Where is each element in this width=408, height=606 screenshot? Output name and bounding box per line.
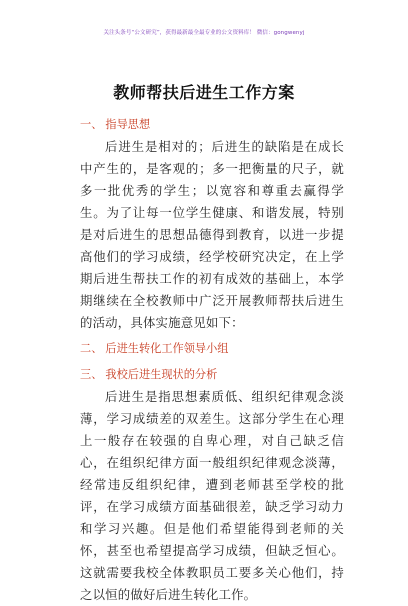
section-heading	[80, 114, 344, 136]
section-heading-label: 我校后进生现状的分析	[105, 368, 218, 381]
section-number: 三、	[80, 368, 103, 381]
section-heading	[80, 364, 344, 386]
document-title: 教师帮扶后进生工作方案	[113, 83, 295, 102]
section-heading	[80, 338, 344, 360]
section-number: 一、	[80, 118, 103, 131]
document-body	[80, 110, 344, 606]
paragraph: 后进生是指思想素质低、组织纪律观念淡薄，学习成绩差的双差生。这部分学生在心理上一般存在较强的自卑心理，对自己缺乏信心，在组织纪律方面一般组织纪律观念淡薄，经常违反组织纪律，遭到老师甚至学校的批评，在学习成绩方面基础很差，缺乏学习动力和学习兴趣。但是他们希望能得到老师的关怀，甚至也希望提高学习成绩，但缺乏恒心。这就需要我校全体教职员工要多关心他们，持之以恒的做好后进生转化工作。	[80, 389, 344, 602]
section-number: 二、	[80, 342, 103, 355]
paragraph: 后进生是相对的；后进生的缺陷是在成长中产生的，是客观的；多一把衡量的尺子，就多一批优秀的学生；以宽容和尊重去赢得学生。为了让每一位学生健康、和谐发展，特别是对后进生的思想品德得到教育，以进一步提高他们的学习成绩，经学校研究决定，在上学期后进生帮扶工作的初有成效的基础上，本学期继续在全校教师中广泛开展教师帮扶后进生的活动，具体实施意见如下：	[80, 139, 344, 330]
section-heading-label: 后进生转化工作领导小组	[105, 342, 229, 355]
section-heading-label: 指导思想	[105, 118, 151, 131]
header-banner: 关注头条号“公文研究”，获得最新最全最专业的公文资料库！ 微信：gongwenyj	[103, 30, 305, 36]
